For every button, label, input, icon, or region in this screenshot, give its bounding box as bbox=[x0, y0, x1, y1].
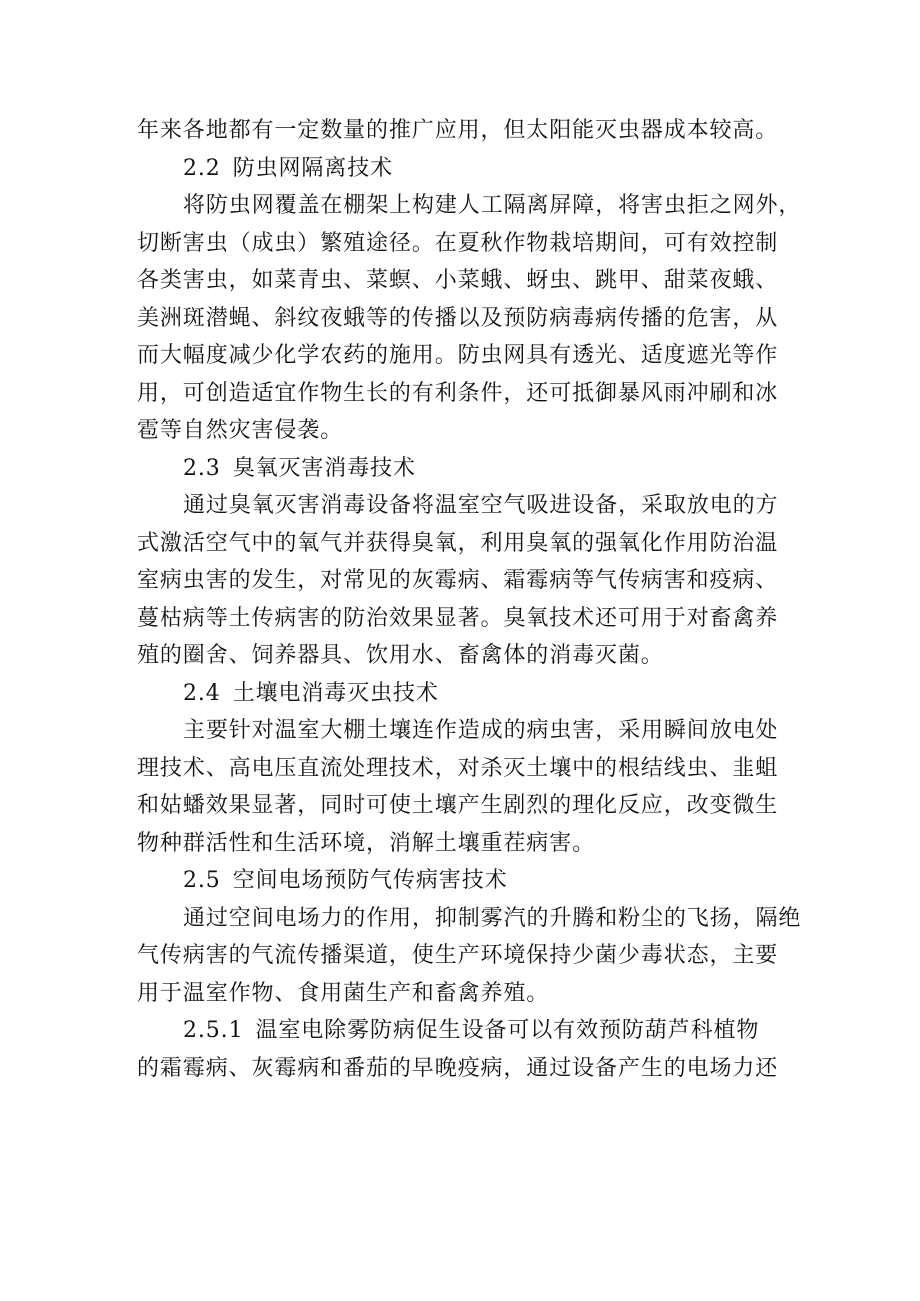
paragraph-line: 年来各地都有一定数量的推广应用，但太阳能灭虫器成本较高。 bbox=[137, 118, 779, 143]
paragraph-line: 用，可创造适宜作物生长的有利条件，还可抵御暴风雨冲刷和冰 bbox=[137, 380, 779, 406]
section-heading-2-3 bbox=[137, 450, 797, 488]
paragraph-line: 殖的圈舍、饲养器具、饮用水、畜禽体的消毒灭菌。 bbox=[137, 643, 664, 668]
section-heading-2-5 bbox=[137, 862, 797, 900]
paragraph-line: 的霜霉病、灰霉病和番茄的早晚疫病，通过设备产生的电场力还 bbox=[137, 1055, 779, 1081]
paragraph-line: 蔓枯病等土传病害的防治效果显著。臭氧技术还可用于对畜禽养 bbox=[137, 605, 779, 631]
paragraph-line: 式激活空气中的氧气并获得臭氧，利用臭氧的强氧化作用防治温 bbox=[137, 530, 779, 556]
section-heading-2-2 bbox=[137, 150, 797, 188]
numbered-paragraph-2-5-1 bbox=[137, 1012, 797, 1050]
paragraph-line: 主要针对温室大棚土壤连作造成的病虫害，采用瞬间放电处 bbox=[183, 718, 779, 743]
section-number: 2.5.1 bbox=[183, 1018, 244, 1043]
paragraph-line: 物种群活性和生活环境，消解土壤重茬病害。 bbox=[137, 830, 596, 856]
paragraph-line: 室病虫害的发生，对常见的灰霉病、霜霉病等气传病害和疫病、 bbox=[137, 568, 779, 593]
paragraph-line: 美洲斑潜蝇、斜纹夜蛾等的传播以及预防病毒病传播的危害，从 bbox=[137, 305, 779, 331]
section-number: 2.5 bbox=[183, 868, 221, 893]
paragraph-line: 各类害虫，如菜青虫、菜螟、小菜蛾、蚜虫、跳甲、甜菜夜蛾、 bbox=[137, 268, 779, 293]
paragraph-line: 温室电除雾防病促生设备可以有效预防葫芦科植物 bbox=[255, 1018, 760, 1043]
section-heading-2-4 bbox=[137, 675, 797, 713]
paragraph-line: 理技术、高电压直流处理技术，对杀灭土壤中的根结线虫、韭蛆 bbox=[137, 755, 779, 781]
paragraph-line: 将防虫网覆盖在棚架上构建人工隔离屏障，将害虫拒之网外， bbox=[183, 193, 802, 218]
paragraph-line: 雹等自然灾害侵袭。 bbox=[137, 418, 344, 443]
section-number: 2.4 bbox=[183, 680, 221, 706]
section-title: 臭氧灭害消毒技术 bbox=[232, 455, 416, 481]
paragraph-line: 用于温室作物、食用菌生产和畜禽养殖。 bbox=[137, 980, 550, 1006]
section-title: 土壤电消毒灭虫技术 bbox=[232, 680, 439, 706]
paragraph-line: 和姑蟠效果显著，同时可使土壤产生剧烈的理化反应，改变微生 bbox=[137, 793, 779, 818]
section-number: 2.2 bbox=[183, 155, 221, 181]
section-title: 空间电场预防气传病害技术 bbox=[232, 868, 508, 893]
section-title: 防虫网隔离技术 bbox=[232, 155, 393, 181]
section-number: 2.3 bbox=[183, 455, 221, 481]
document-body bbox=[137, 112, 802, 1087]
paragraph-line: 切断害虫（成虫）繁殖途径。在夏秋作物栽培期间，可有效控制 bbox=[137, 230, 779, 256]
paragraph-line: 通过臭氧灭害消毒设备将温室空气吸进设备，采取放电的方 bbox=[183, 493, 779, 518]
paragraph-line: 而大幅度减少化学农药的施用。防虫网具有透光、适度遮光等作 bbox=[137, 343, 779, 368]
paragraph-line: 气传病害的气流传播渠道，使生产环境保持少菌少毒状态，主要 bbox=[137, 943, 779, 968]
paragraph-line: 通过空间电场力的作用，抑制雾汽的升腾和粉尘的飞扬，隔绝 bbox=[183, 905, 802, 931]
